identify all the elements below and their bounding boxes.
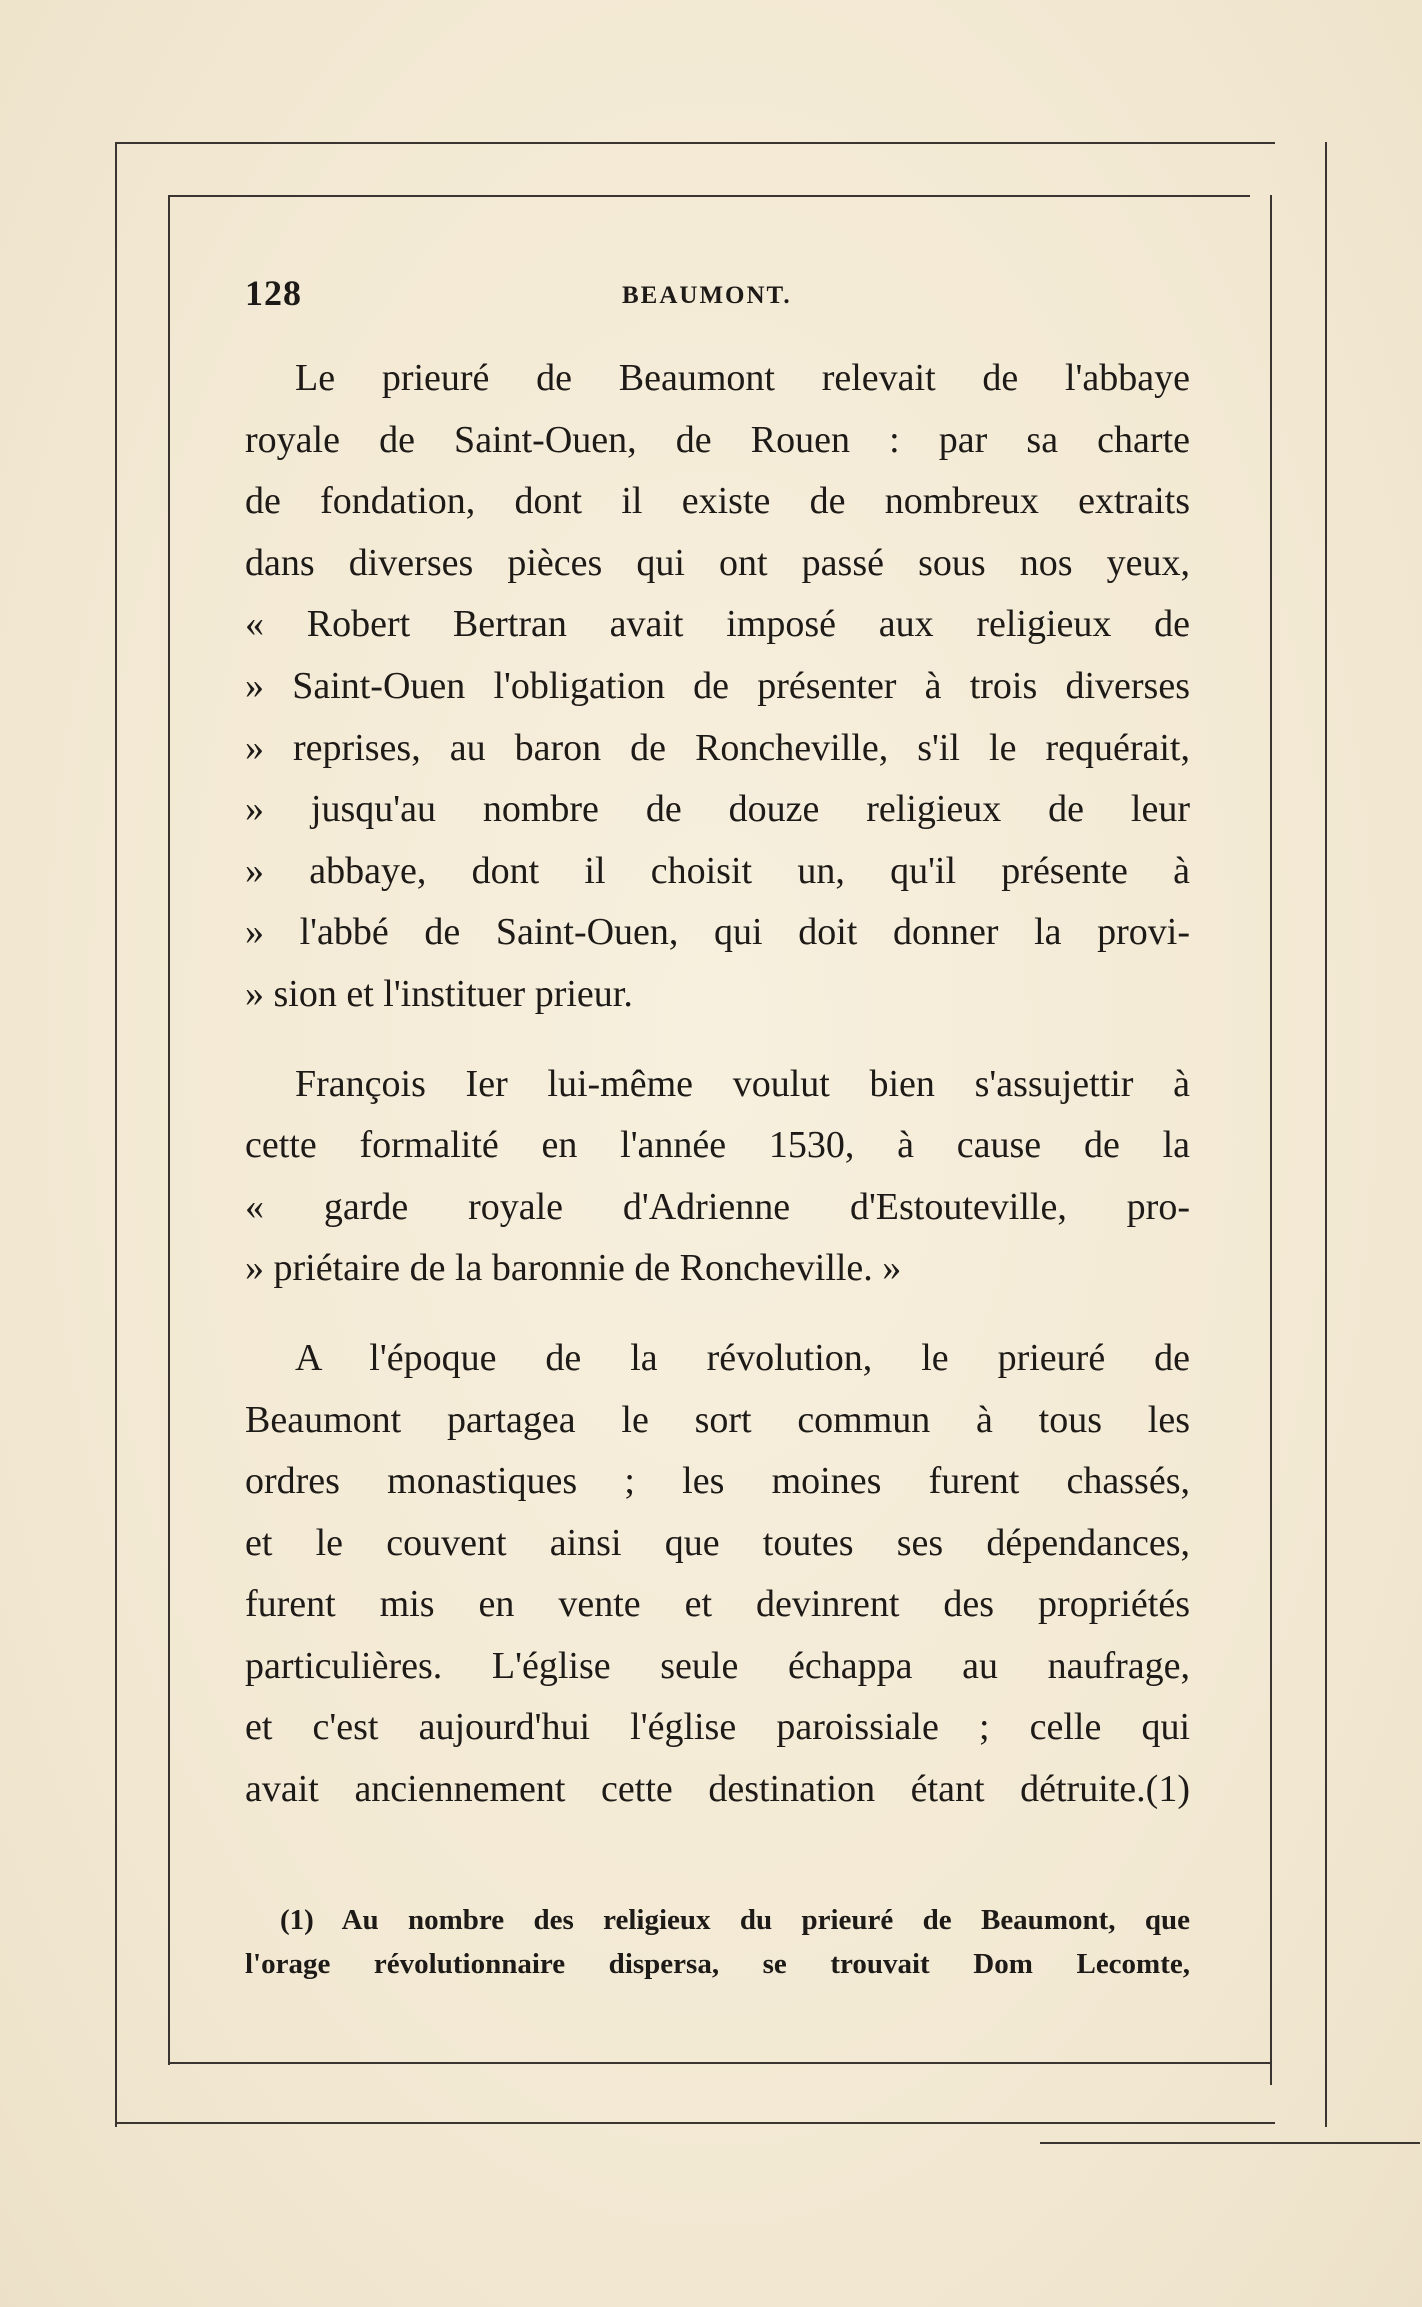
page-number: 128 — [245, 273, 302, 313]
frame-top-outer-rule — [115, 142, 1275, 144]
footnote-line: (1) Au nombre des religieux du prieuré de Beaumont, que — [280, 1904, 1190, 1936]
frame-top-inner-rule — [170, 195, 1250, 197]
footnote-line: l'orage révolutionnaire dispersa, se trouvait Dom Lecomte, — [245, 1948, 1190, 1980]
text-line: de fondation, dont il existe de nombreux extraits — [245, 480, 1190, 523]
text-line: et c'est aujourd'hui l'église paroissiale ; celle qui — [245, 1706, 1190, 1749]
text-line: » jusqu'au nombre de douze religieux de leur — [245, 788, 1190, 831]
text-line: » sion et l'instituer prieur. — [245, 972, 633, 1015]
text-line: » Saint-Ouen l'obligation de présenter à trois diverses — [245, 664, 1190, 707]
text-line: Le prieuré de Beaumont relevait de l'abbaye — [295, 357, 1190, 399]
text-line: royale de Saint-Ouen, de Rouen : par sa charte — [245, 418, 1190, 461]
frame-left-outer-rule — [115, 142, 117, 2127]
text-line: » l'abbé de Saint-Ouen, qui doit donner la provi- — [245, 911, 1190, 954]
text-line: François Ier lui-même voulut bien s'assujettir à — [295, 1062, 1190, 1105]
paragraph-gap — [245, 1300, 1190, 1328]
text-line: A l'époque de la révolution, le prieuré de — [295, 1336, 1190, 1379]
running-head: BEAUMONT. — [622, 282, 792, 309]
text-line: « Robert Bertran avait imposé aux religieux de — [245, 603, 1190, 646]
text-line: et le couvent ainsi que toutes ses dépendances, — [245, 1521, 1190, 1564]
text-line: particulières. L'église seule échappa au naufrage, — [245, 1644, 1190, 1687]
text-line: ordres monastiques ; les moines furent chassés, — [245, 1460, 1190, 1503]
frame-left-inner-rule — [168, 195, 170, 2065]
text-line: furent mis en vente et devinrent des propriétés — [245, 1583, 1190, 1626]
text-line: » priétaire de la baronnie de Roncheville. » — [245, 1247, 902, 1290]
text-line: Beaumont partagea le sort commun à tous les — [245, 1398, 1190, 1441]
frame-right-inner-rule — [1270, 195, 1272, 2085]
frame-bottom-inner-rule — [170, 2062, 1270, 2064]
frame-bottom-extra-rule — [1040, 2142, 1420, 2144]
text-line: dans diverses pièces qui ont passé sous nos yeux, — [245, 541, 1190, 584]
text-line: » reprises, au baron de Roncheville, s'il le requérait, — [245, 726, 1190, 769]
frame-bottom-outer-rule — [115, 2122, 1275, 2124]
frame-right-outer-rule — [1325, 142, 1327, 2127]
text-line: « garde royale d'Adrienne d'Estouteville, pro- — [245, 1185, 1190, 1228]
body-text — [245, 348, 1190, 1821]
text-line: » abbaye, dont il choisit un, qu'il présente à — [245, 849, 1190, 892]
text-line: avait anciennement cette destination étant détruite.(1) — [245, 1768, 1190, 1811]
paragraph-gap — [245, 1026, 1190, 1054]
text-line: cette formalité en l'année 1530, à cause de la — [245, 1124, 1190, 1167]
footnote — [245, 1898, 1190, 1986]
